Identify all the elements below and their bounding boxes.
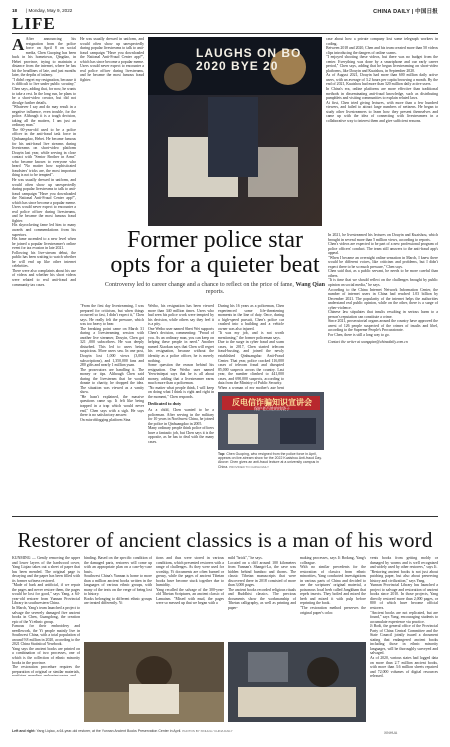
story1-standfirst	[100, 282, 330, 296]
story1-column-5	[326, 37, 438, 226]
story2-paragraph: The restoration procedure requires the preparation of original or similar materials,	[12, 665, 80, 674]
masthead: CHINA DAILY | 中国日报	[373, 9, 438, 15]
caption-credit: PROVIDED TO CHINA DAILY	[229, 464, 269, 469]
story1-paragraph: The prosecutors are handling it. The money or tips. Although Chen said during the livestream that he would donate to charity, he dropped the idea. The situation was viewed as a vanity show.	[80, 367, 144, 395]
caption-text: Chen Guoping, who resigned from the police force in April, appears on live-stream show for the 2022 Kuaishou Anti-fraud Day. Above: Chen gives an anti-fraud lecture at a university campus in China.	[218, 452, 322, 469]
bottom-photo-left	[84, 642, 224, 722]
story2-paragraph: "Made of bark and artificial, if we repair the pages and never restore them, the pages would be lost for good," says Yang, a 64-year-old restorer from Yunnan Provincial Library in southwestern China.	[12, 583, 80, 606]
story1-paragraph: "From the first day livestreaming, I was prepared for criticism, but when things occurred so fast, I didn't expect it," Chen says. He really felt the pressure, which was too heavy to bear.	[80, 304, 144, 327]
story2-column-1	[12, 556, 80, 676]
story1-paragraph: The 60-year-old used to be a police officer in the anti-fraud task force in Qinhuangdao, Hebei. He became famous for his anti-fraud live streams during livestreams on short-video platform Douyin last year, while serving in close contact with "Senior Brother in Arms" who became known to everyone who heard "No matter how sophisticated fraudsters' tricks are, the most important thing is not to be tempted".	[12, 127, 76, 178]
story1-paragraph: One Weibo user named Sheri Wei supports Chen's decision, commenting: "Proud of you. As an ordinary man, you can keep on helping these people in need." Another named Xiaokun says that Chen will regret his resignation, because without the identity as a police officer, he is merely nothing.	[148, 326, 214, 363]
story2-paragraph: KUNMING — Gently removing the upper and lower layers of the hardwood cover, Yang Liqiao takes out a sheet of paper that has been mended. The original page is decaying and the paper has been filled with its former softness restored.	[12, 556, 80, 583]
page-date: | Monday, May 9, 2022	[26, 8, 73, 13]
caption-lead: Top:	[218, 452, 226, 456]
page-number: 18	[12, 8, 18, 13]
bottom-caption-text: Yang Liqiao, a 64-year-old restorer, at the Yunnan Ancient Books Preservation Center in April.	[36, 729, 182, 733]
story1-contact: Contact the writer at wangqian@chinadaily.com.cn	[328, 339, 408, 344]
story2-paragraph: "Restoring ancient books is not just about patching paper, but also about preserving history and civilization," says Yang.	[370, 569, 438, 583]
story1-paragraph: Chinese law stipulates that insults resulting in serious harm to a person's reputation can constitute a crime.	[328, 310, 438, 319]
story2-column-5	[300, 556, 366, 638]
story1-paragraph: In China's era, online platforms are more effective than traditional methods in disseminating anti-fraud knowledge, such as distributing pamphlets and visiting communities to explain related laws.	[326, 87, 438, 101]
story1-column-4	[218, 304, 284, 389]
story2-paragraph: As of 2020, various states had logged data on more than 2.7 million ancient books, with more than 3.6 million sheets repaired and 72,000 volumes of digital resources released.	[370, 656, 438, 679]
story2-paragraph: binding. Based on the specific condition of the damaged parts, restorers will come up with an appropriate plan on a case-by-case basis.	[84, 556, 152, 574]
story1-paragraph: Many ordinary people think police officers have a fantastic job, but Chen says it is the opposite, as he has to deal with the many cases.	[148, 426, 214, 444]
story1-paragraph: Some question the reason behind his resignation. One Weibo user named Yeewintiepai says that he is all about money, adding that a livestreamer earns much more than a policeman.	[148, 363, 214, 386]
story2-paragraph: making processes, says Ji Bodang, Yang's colleague.	[300, 556, 366, 565]
story2-paragraph: "Ancient books are not replicated, but are found," says Yang, encouraging students to accumulate experience via practice.	[370, 610, 438, 624]
story1-column-6	[328, 233, 438, 471]
story1-paragraph: Between 2018 and 2020, Chen and his team created more than 50 videos clips introducing the dangers of online scams.	[326, 46, 438, 55]
story1-paragraph: At first, Chen tried giving lectures, with more than a few hundred viewers, and failed to attract large numbers of netizens. He began to study other livestreamers to learn how they present themselves and came up with the idea of connecting with livestreamers in a collaborative way to interest them and give sufficient reasons.	[326, 100, 438, 123]
story2-paragraph: Southwest China's Yunnan is home to more than a million ancient books written in the languages of various ethnic groups, with many of the texts on the verge of being lost to history.	[84, 574, 152, 597]
story2-paragraph: Located on a cliff around 100 kilometers from Yunnan's Shangri-La, the cave was hidden behind bamboo and thorns. The classic Tibetan manuscripts that were discovered there in 2018 consisted of more than 3,000 pages.	[228, 560, 296, 588]
story1-paragraph: On microblogging platform Sina	[80, 417, 131, 422]
story1-paragraph: During his 16 years as a policeman, Chen experienced some life-threatening moments in the line of duty. Once, during a high-speed pursuit, Chen's police car crashed into a building and a vehicle owner was also injured.	[218, 304, 284, 331]
story2-paragraph: Yunnan Provincial Library has launched a project to salvage and restoration of ancient books since 2010. In those projects, Yang directly restored more than 2,000 pages, or 800 of which have become official restorers.	[370, 583, 438, 611]
story1-paragraph: Chen said that, as a public servant, he needs to be more careful than others.	[328, 269, 438, 278]
story1-photo-caption	[218, 452, 324, 470]
bottom-caption-lead: Left and right:	[12, 729, 36, 733]
story2-headline: Restorer of ancient classics is a man of his word	[17, 528, 433, 552]
story1-column-3	[148, 304, 214, 450]
story2-paragraph: With no similar precedents for the restoration of classics from ethnic minorities, Yang conducted investigations in various parts of China and decided to use the scriptures' original material, a poisonous local herb called Jangkham that repels insects. They boiled and mixed the herb and mixed it with pulp before reprinting the book.	[300, 565, 366, 606]
lecture-banner: 反电信诈骗知识宣讲会	[232, 398, 312, 407]
story1-paragraph: "No matter what people think, I will keep on doing what I think is right and right in the moment," Chen responds.	[148, 385, 214, 399]
story2-paragraph: The ancient books recorded religious rituals and Buddhist classics. The precious documents show the workmanship of Tibetan calligraphy, as well as printing and paper-	[228, 587, 296, 611]
story1-paragraph: For Chen, there is still a long way to go.	[328, 333, 390, 338]
story1-paragraph: "I didn't regret my resignation, because it is difficult to live under public scrutiny," Chen says, adding that, for now, he wants to take a rest. In the long run, he plans to be a short-video creator, but did not divulge further details.	[12, 77, 76, 105]
story2-paragraph: Famous for their embroidery and needlework, the Yi people mainly live in Southwest China, with a total population of around 9.8 million in 2020, according to the 2021 China Statistical Yearbook.	[12, 624, 80, 647]
story1-paragraph: In 2021, he livestreamed his lectures on Douyin and Kuaishou, which brought in several more than 5 million views, according to reports.	[328, 233, 438, 242]
story2-paragraph: tions and thus were stored in various conditions, which presented restorers with a range of challenges. As they were used for worship, Yi documents are often burned or greasy, while the pages of ancient Tibetan books have become stuck together due to humidity.	[156, 556, 224, 588]
story1-lead-text: After announcing his resignation from the police force on April 8 on social media, Chen Guoping has been back in his hometown, Qingdao, in Hebei province, trying to maintain a distance from the internet, where he has hit the headlines of late, and just months later, the depths of infamy.	[12, 37, 76, 78]
story1-paragraph: He was usually dressed in uniform, and would often show up unexpectedly during popular livestreams to talk to anti-fraud campaign "Have you downloaded the National Anti-Fraud Center app?", which has since become a popular meme. Users would never expect to encounter a real police officer during livestreams, and he became the most famous fraud fighter.	[12, 177, 76, 223]
story2-column-2	[84, 556, 152, 638]
story1-paragraph: Due to the surge in cyber fraud and scam cases, in 2017, Chen started telecom fraud-busting, and joined the newly established Qinhuangdao Anti-Fraud Center. That year, police cracked 116,000 cases of telecom fraud and disrupted 85,000 suspects across the country. Last year, the number climbed to 441,000 cases, and 690,000 suspects, according to data from the Ministry of Public Security.	[218, 340, 284, 386]
story1-paragraph: "I enjoyed shooting these videos, but there was no budget from the center. Everything was done by a smartphone and our early career period," Chen says, adding that he began livestreaming on short-video platforms, like Douyin and Kuaishou, in September 2020.	[326, 55, 438, 73]
story2-column-4	[228, 556, 296, 638]
restorer-photo-right	[228, 642, 366, 722]
story1-paragraph: "It is time that we should reflect on the challenges brought by public opinion on social media," he says.	[328, 278, 438, 288]
story1-column-2-top	[80, 37, 144, 226]
story1-column-2	[80, 304, 144, 450]
story1-paragraph: Since 2021, prosecutorial organs around the country have approved the arrest of 126 people suspected of the crimes of insults and libel, according to the Supreme People's Procuratorate.	[328, 319, 438, 333]
story1-paragraph: "He hasn't explained, the massive questions came up. It felt like being trapped in a trap which would never end," Chen says with a sigh. He says there is no satisfactory answer.	[80, 394, 144, 418]
byline: Wang Qian	[295, 282, 326, 288]
story2-paragraph: Yang recalled the salvage of the 300-year-old Tibetan Scriptures, an ancient classic of Lamaism. "Mixed with mud, the pages were so messed up that we began with a	[156, 587, 224, 606]
poster-text: LAUGHS ON BO 2020 BYE 20	[196, 46, 302, 73]
story1-paragraph: His fame ascended to a new level when he joined a popular livestreamer's online event for tax evasion in late 2021.	[12, 237, 76, 251]
story1-paragraph: There were also complaints about his use of videos and whether his short videos were related to real anti-fraud and community tax cases.	[12, 268, 76, 287]
story2-source: XINHUA	[384, 731, 398, 735]
story1-paragraph: "When I became an overnight online sensation in March, I knew there would be different voices, like criticism and problems, but I didn't expect there to be so much pressure," Chen says.	[328, 255, 438, 269]
story1-lead-paragraph	[12, 37, 76, 78]
story1-paragraph: According to the China Internet Network Information Center, the number of internet users in China had reached 1.03 billion by December 2021. The popularity of the internet helps the authorities understand real public opinion, while on the other, there is a surge of cyber-violence.	[328, 287, 438, 310]
story1-paragraph: "Whatever I say and do may result in a negative influence, even trouble, for the police. Although it is a tough decision, taking all the matters, I am just an ordinary man."	[12, 105, 76, 128]
bottom-caption-credit: PHOTOS BY XINHUA / CHINA DAILY	[182, 729, 233, 733]
story2-paragraph: Books belonging to different ethnic groups are treated differently. Yi	[84, 596, 152, 606]
section-rule	[12, 33, 438, 34]
story1-paragraph: Weibo, his resignation has been viewed more than 340 million times. Users who had seen his police work were tempted by his decision, while others say they feel it is a pity.	[148, 304, 214, 327]
story1-paragraph: As a child, Chen wanted to be a policeman. After serving in the military for 10 years in Northwest China, he joined the police in Qinhuangdao in 2005.	[148, 408, 214, 426]
story1-paragraph: "It was my job, and is not worth mentioning," the former policeman says.	[218, 331, 284, 340]
story1-paragraph: He was usually dressed in uniform, and would often show up unexpectedly during popular livestreams to talk to anti-fraud campaign "Have you downloaded the National Anti-Fraud Center app?", which has since become a popular meme. Users would never expect to encounter a real police officer during livestreams, and he became the most famous fraud fighter.	[80, 37, 144, 82]
story2-paragraph: In March, Yang's team launched a project to salvage the severely damaged five ancient books in Chen, Guangdong, the creation epic of the Yi ethnic group.	[12, 606, 80, 624]
story2-paragraph: "The restoration method preserves the original paper's color.	[300, 606, 366, 615]
story1-paragraph: Following his live-stream debut, the public has been waiting to watch whether he will end up like other internet celebrities.	[12, 250, 76, 269]
story2-paragraph: mild "brick"," he says.	[228, 556, 263, 560]
story1-paragraph: The breaking point came on March 31 during a livestreaming session with another live streamer, Douyin, Chen got 321 ,000 subscribers. He was deeply disturbed. This led to users being suspicious. More users saw. In one post, Douyin lost 1,000 views (3,000 subscriptions), and 1,350,000 fans and 280 gifts and nearly 1 million yuan.	[80, 326, 144, 368]
page-header	[12, 6, 438, 16]
top-photo	[148, 37, 322, 226]
story1-paragraph: His skyrocketing fame led him to many awards and commendations from his superiors.	[12, 223, 76, 237]
story-divider	[12, 516, 438, 517]
standfirst-text: Controversy led to career change and a chance to reflect on the price of fame,	[104, 282, 294, 288]
byline-suffix: reports.	[205, 289, 225, 295]
bottom-photo-right	[228, 642, 366, 722]
story1-headline: Former police star opts for a quieter beat	[110, 227, 320, 278]
story1-paragraph: case about how a private company lost some telegraph workers in coding.	[326, 37, 438, 46]
drop-cap: A	[12, 37, 25, 54]
section-title: LIFE	[12, 14, 56, 33]
story1-subhead: Dedicated to duty	[148, 401, 182, 407]
story2-column-6	[370, 556, 438, 728]
bottom-caption	[12, 729, 372, 733]
lecture-sub-banner: 保护老百姓的钱袋子	[254, 406, 290, 411]
story1-paragraph: Chen's videos are expected to be part of a new professional program of police officers' conduct. The team still answers to the anti-fraud app's appeal.	[328, 242, 438, 256]
lecture-photo	[218, 392, 324, 450]
story1-paragraph: As of August 2021, Douyin had more than 600 million daily active users, with an average of 3.2 hours per capita browsing a month. By the end of 2021, Kuaishou had more than 320 million daily active users.	[326, 73, 438, 87]
story1-column-1	[12, 37, 76, 449]
story2-column-3	[156, 556, 224, 638]
story2-paragraph: Ji Bodi, the general office of the Provincial Party of China Central Committee and the State Council jointly issued a document stating that endangered ancient books including those in ethnic minority languages, will be thoroughly surveyed and salvaged.	[370, 624, 438, 656]
story2-paragraph: vents books from getting moldy or damaged by worms and is well recognized and widely used by other restorers," says Ji.	[370, 556, 438, 570]
restorer-photo-left	[84, 642, 224, 722]
story1-paragraph: When a woman of my mother's age bent	[218, 385, 284, 389]
story2-paragraph: Yang says the ancient books are printed on a combination of two processes, one of which is the collection of ethnic minority books in the province.	[12, 646, 80, 665]
